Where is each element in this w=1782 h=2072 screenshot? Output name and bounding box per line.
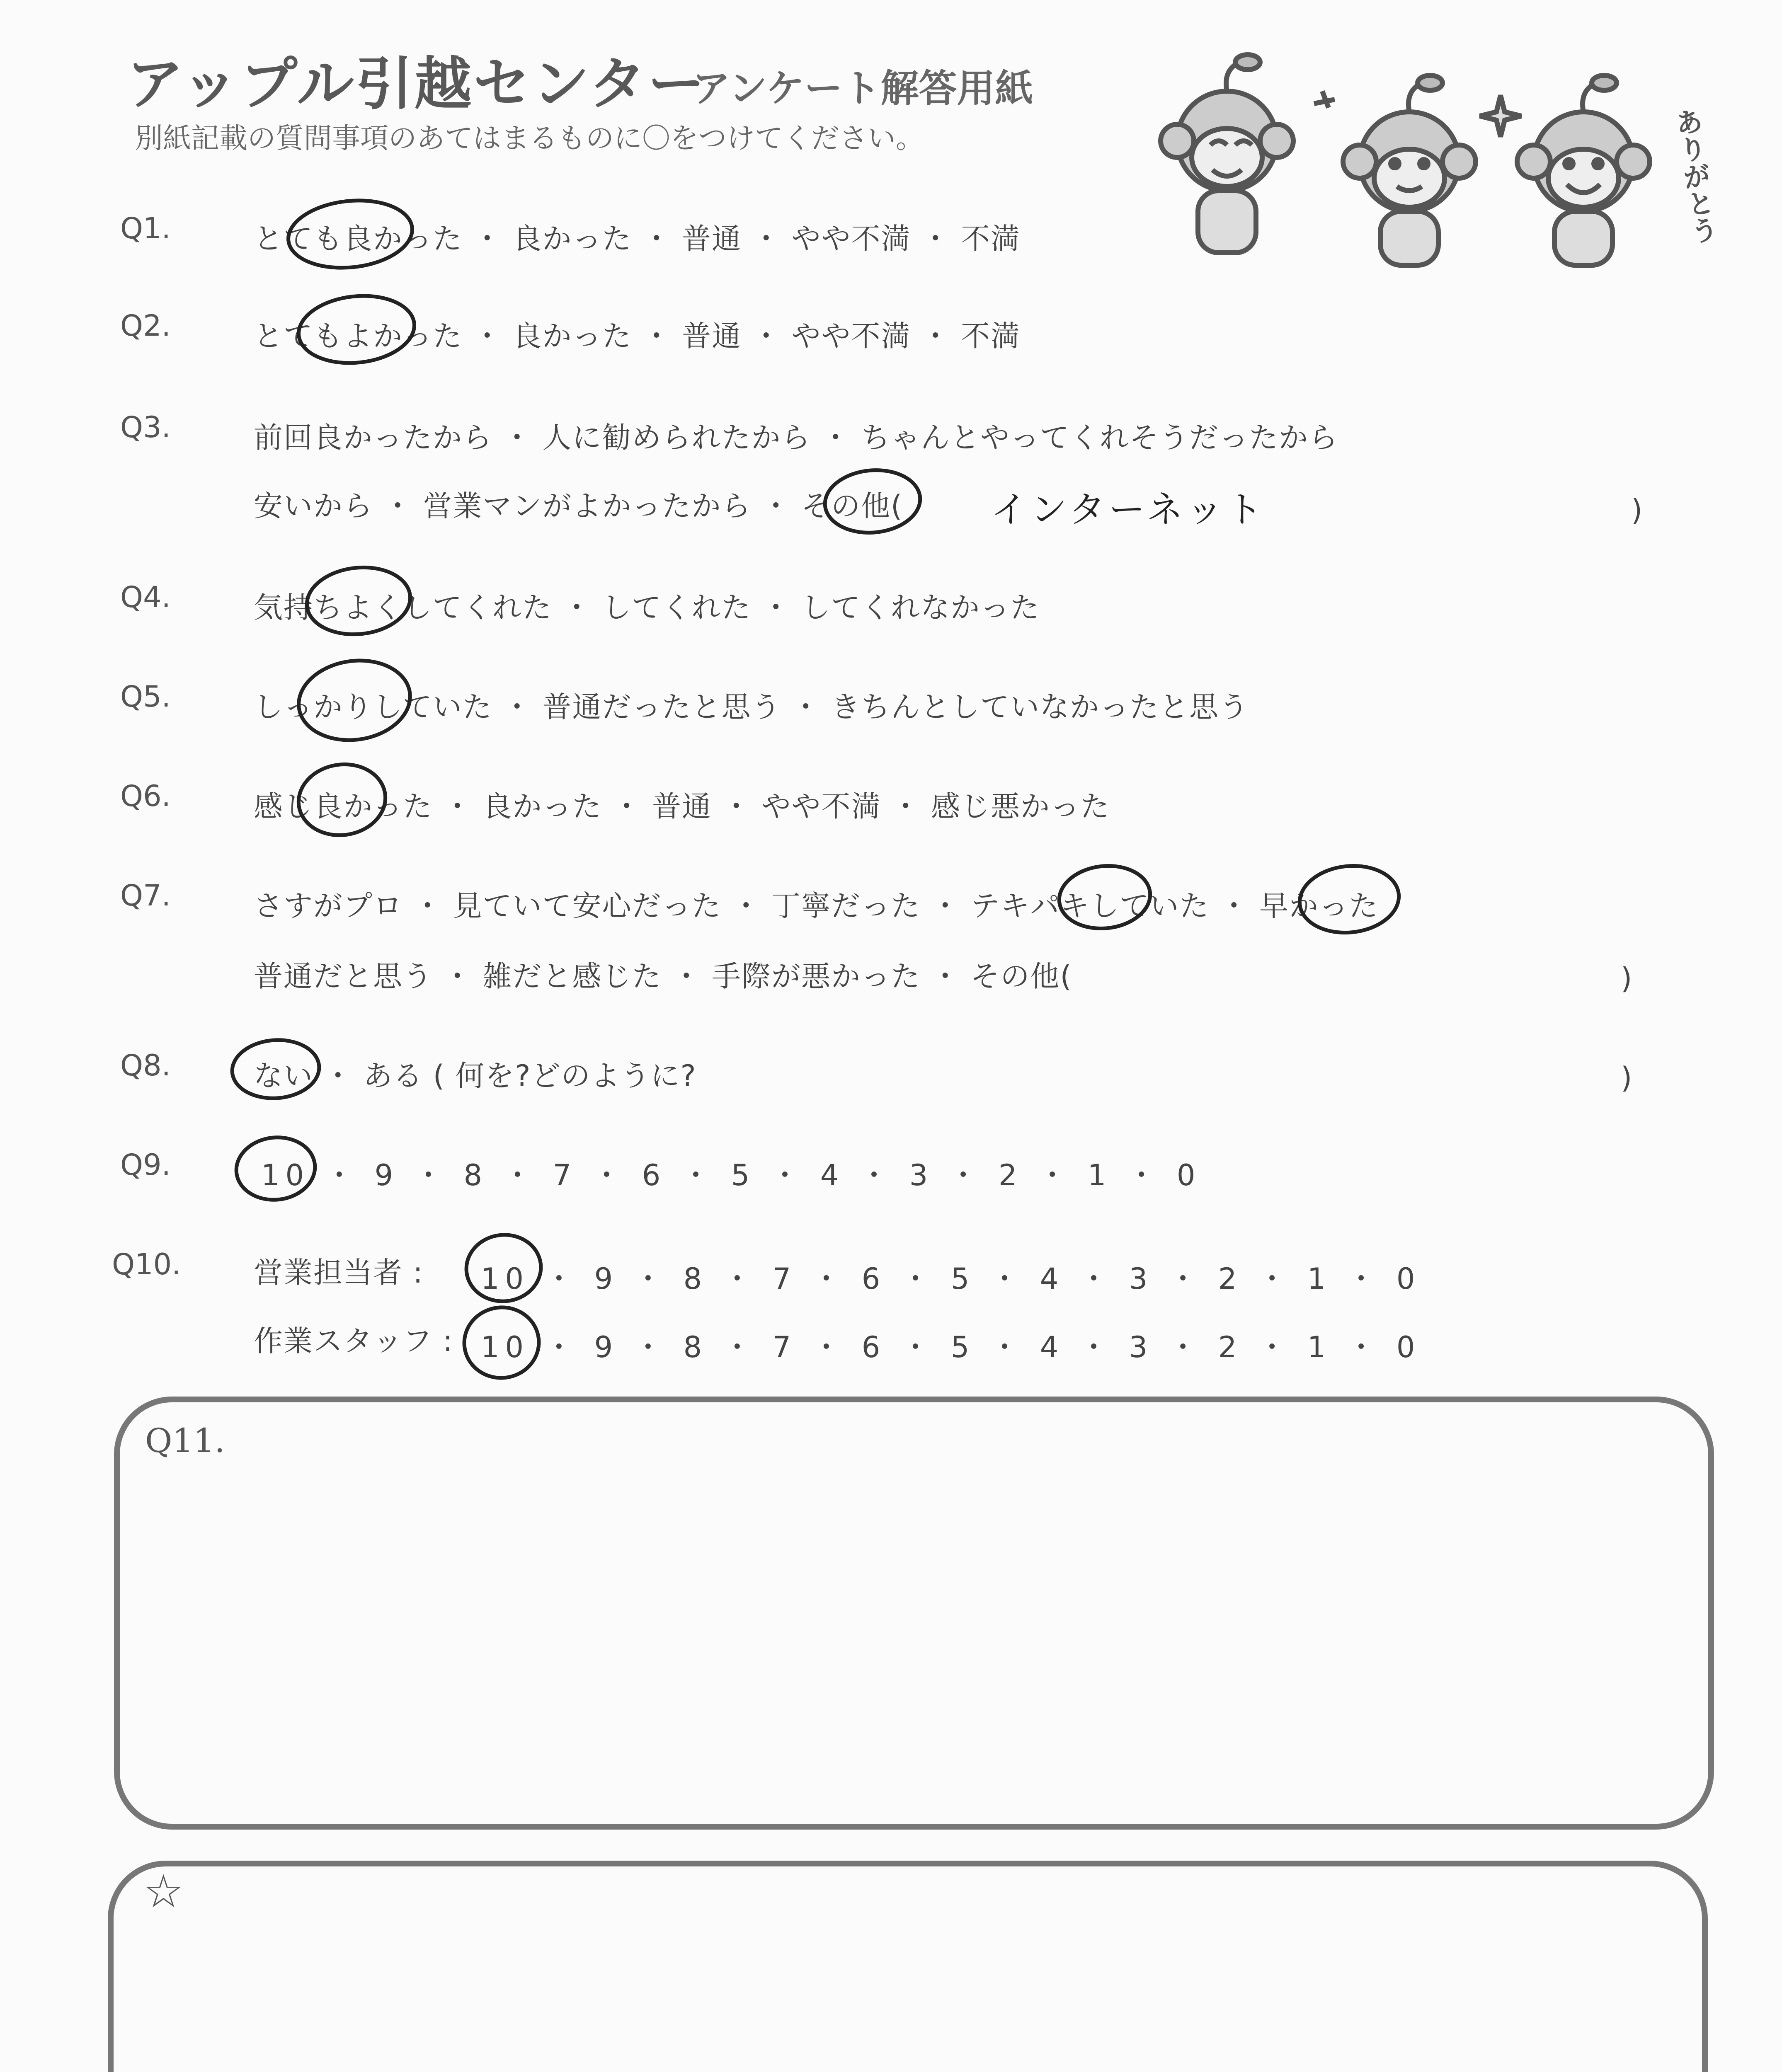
- q1-options[interactable]: とても良かった ・ 良かった ・ 普通 ・ やや不満 ・ 不満: [254, 222, 1021, 256]
- q3-close-paren: ): [1631, 493, 1643, 527]
- q3-options-line2[interactable]: 安いから ・ 営業マンがよかったから ・ その他(: [254, 489, 903, 523]
- q7-tekipaki-circle-mark: [1056, 862, 1153, 933]
- q3-circle-mark: [822, 466, 923, 536]
- q3-options-line1[interactable]: 前回良かったから ・ 人に勧められたから ・ ちゃんとやってくれそうだったから: [254, 421, 1339, 455]
- q6-options[interactable]: 感じ良かった ・ 良かった ・ 普通 ・ やや不満 ・ 感じ悪かった: [254, 789, 1110, 823]
- q6-circle-mark: [294, 759, 390, 841]
- q3-other-answer[interactable]: インターネット: [991, 488, 1266, 531]
- q5-label: Q5.: [120, 680, 171, 714]
- q9-circle-mark: [233, 1133, 318, 1203]
- q5-options[interactable]: しっかりしていた ・ 普通だったと思う ・ きちんとしていなかったと思う: [254, 690, 1249, 724]
- q3-label: Q3.: [120, 410, 171, 444]
- q1-label: Q1.: [120, 211, 171, 245]
- q10-staff-label: 作業スタッフ :: [254, 1324, 453, 1358]
- q4-options[interactable]: 気持ちよくしてくれた ・ してくれた ・ してくれなかった: [254, 591, 1040, 625]
- q8-label: Q8.: [120, 1048, 171, 1082]
- q9-label: Q9.: [120, 1148, 171, 1182]
- q6-label: Q6.: [120, 779, 171, 813]
- q8-close-paren: ): [1621, 1061, 1632, 1095]
- q11-label: Q11.: [145, 1421, 225, 1460]
- q2-label: Q2.: [120, 309, 171, 343]
- q7-options-line1[interactable]: さすがプロ ・ 見ていて安心だった ・ 丁寧だった ・ テキパキしていた ・ 早かった: [254, 889, 1379, 923]
- q10-sales-label: 営業担当者 :: [254, 1256, 424, 1290]
- q9-scale[interactable]: 10 ・ 9 ・ 8 ・ 7 ・ 6 ・ 5 ・ 4 ・ 3 ・ 2 ・ 1 ・ 0: [261, 1158, 1201, 1192]
- q1-circle-mark: [285, 195, 415, 274]
- q10-staff-circle-mark: [461, 1304, 543, 1382]
- q7-close-paren: ): [1621, 961, 1632, 995]
- q8-options[interactable]: ない ・ ある ( 何を?どのように?: [254, 1059, 697, 1093]
- q10-sales-circle-mark: [463, 1231, 544, 1305]
- q10-label: Q10.: [112, 1247, 181, 1281]
- q7-hayakatta-circle-mark: [1296, 861, 1402, 937]
- q8-circle-mark: [230, 1037, 321, 1101]
- q2-options[interactable]: とてもよかった ・ 良かった ・ 普通 ・ やや不満 ・ 不満: [254, 319, 1021, 353]
- form-title: アップル引越センター: [126, 51, 707, 117]
- star-label: ☆: [143, 1865, 184, 1918]
- q4-circle-mark: [303, 562, 413, 639]
- form-instruction: 別紙記載の質問事項のあてはまるものに〇をつけてください。: [135, 122, 924, 155]
- q7-label: Q7.: [120, 879, 171, 913]
- arigatou-text: ありがとう: [1669, 106, 1720, 246]
- q10-staff-scale[interactable]: 10 ・ 9 ・ 8 ・ 7 ・ 6 ・ 5 ・ 4 ・ 3 ・ 2 ・ 1 ・ 0: [481, 1330, 1421, 1364]
- q10-sales-scale[interactable]: 10 ・ 9 ・ 8 ・ 7 ・ 6 ・ 5 ・ 4 ・ 3 ・ 2 ・ 1 ・ 0: [481, 1262, 1421, 1296]
- q5-circle-mark: [293, 654, 415, 747]
- q2-circle-mark: [295, 290, 417, 368]
- form-subtitle: アンケート解答用紙: [692, 66, 1033, 111]
- q7-options-line2[interactable]: 普通だと思う ・ 雑だと感じた ・ 手際が悪かった ・ その他(: [254, 959, 1072, 993]
- q4-label: Q4.: [120, 580, 171, 614]
